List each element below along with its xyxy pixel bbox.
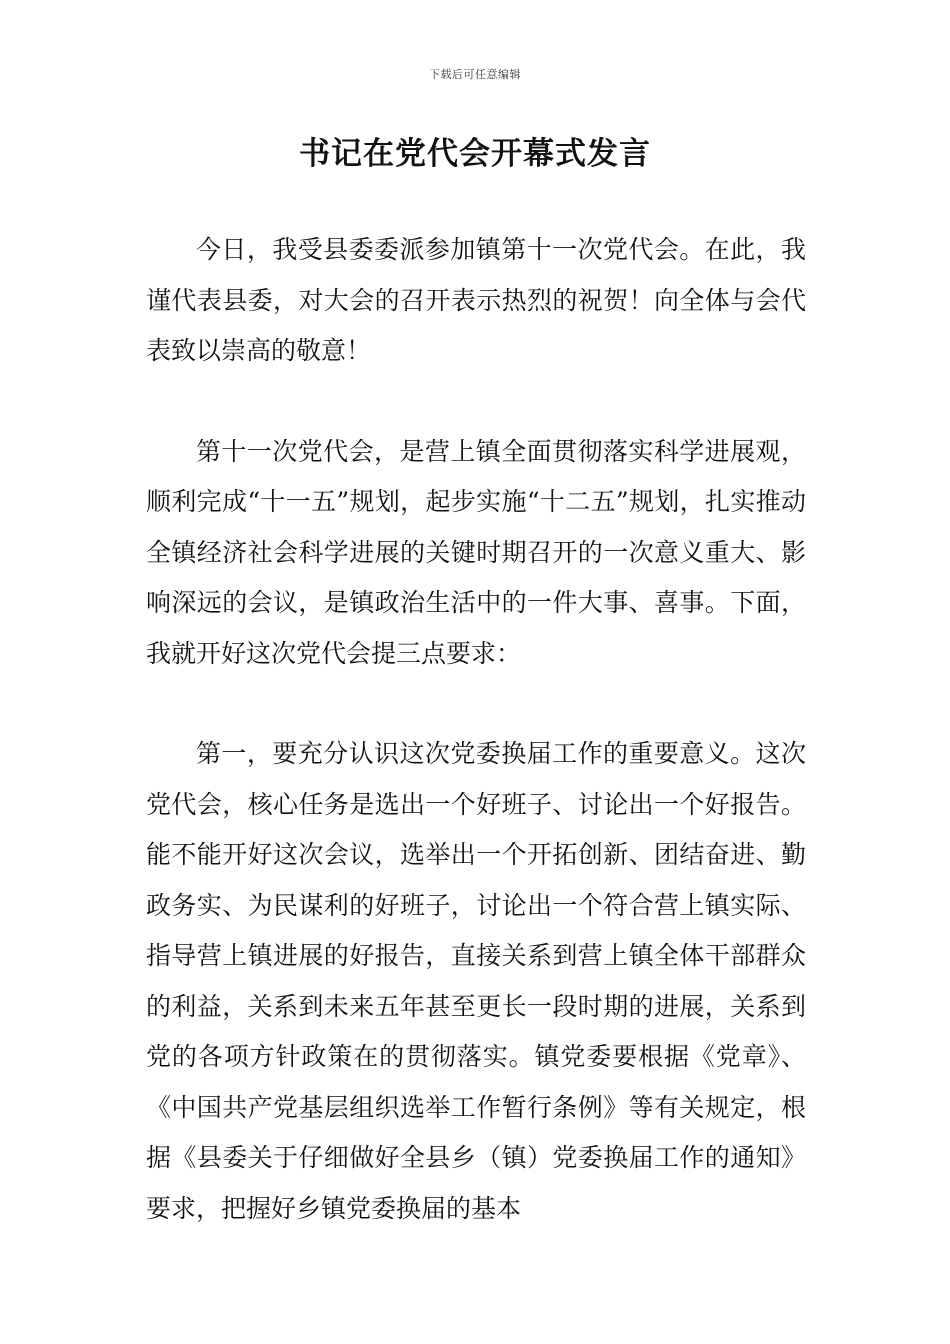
document-body bbox=[146, 225, 806, 1234]
header-note: 下载后可任意编辑 bbox=[429, 68, 521, 81]
paragraph-1: 今日，我受县委委派参加镇第十一次党代会。在此，我谨代表县委，对大会的召开表示热烈的祝贺！向全体与会代表致以崇高的敬意！ bbox=[146, 235, 806, 365]
paragraph-2: 第十一次党代会，是营上镇全面贯彻落实科学进展观，顺利完成“十一五”规划，起步实施“十二五”规划，扎实推动全镇经济社会科学进展的关键时期召开的一次意义重大、影响深远的会议，是镇政治生活中的一件大事、喜事。下面，我就开好这次党代会提三点要求： bbox=[146, 436, 806, 668]
paragraph-3: 第一，要充分认识这次党委换届工作的重要意义。这次党代会，核心任务是选出一个好班子、讨论出一个好报告。能不能开好这次会议，选举出一个开拓创新、团结奋进、勤政务实、为民谋利的好班子，讨论出一个符合营上镇实际、指导营上镇进展的好报告，直接关系到营上镇全体干部群众的利益，关系到未来五年甚至更长一段时期的进展，关系到党的各项方针政策在的贯彻落实。镇党委要根据《党章》、《中国共产党基层组织选举工作暂行条例》等有关规定，根据《县委关于仔细做好全县乡（镇）党委换届工作的通知》要求，把握好乡镇党委换届的基本 bbox=[146, 739, 806, 1223]
document-title: 书记在党代会开幕式发言 bbox=[299, 136, 651, 172]
